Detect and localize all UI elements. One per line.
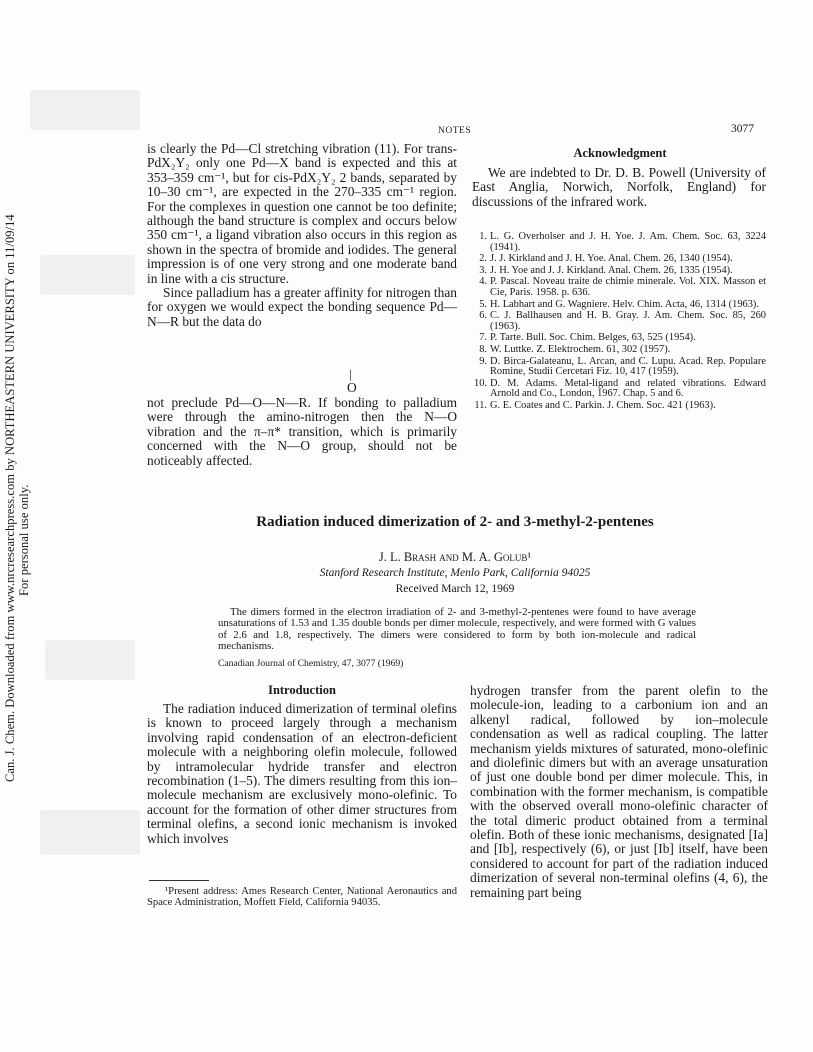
footnote-rule [149,880,209,881]
article-title: Radiation induced dimerization of 2- and 3-methyl-2-pentenes [256,514,654,530]
reference-text: H. Labhart and G. Wagniere. Helv. Chim. Acta, 46, 1314 (1963). [490,298,759,310]
structure-bond-bar: | [349,366,352,381]
body-paragraph: is clearly the Pd—Cl stretching vibration (11). For trans-PdX₂Y₂ only one Pd—X band is expected and this at 353–359 cm⁻¹, but for cis-PdX₂Y₂ 2 bands, separated by 10–30 cm⁻¹, are expected in the 270–335 cm⁻¹ region. For the complexes in question one cannot be too definite; although the band structure is complex and occurs below 350 cm⁻¹, a ligand vibration also occurs in this region as shown in the spectra of bromide and iodides. The general impression is of one very strong and one moderate band in line with a cis structure. [147,141,457,286]
scan-smudge [40,255,135,295]
page-number: 3077 [731,123,754,135]
left-column-upper [147,142,457,329]
article-authors: J. L. Brash and M. A. Golub¹ [378,550,532,564]
acknowledgment-heading: Acknowledgment [573,146,667,160]
footnote: ¹Present address: Ames Research Center, National Aeronautics and Space Administration, Moffett Field, California 94035. [147,886,457,909]
reference-item [470,300,766,311]
body-paragraph: Since palladium has a greater affinity for nitrogen than for oxygen we would expect the bonding sequence Pd—N—R but the data do [147,285,457,329]
scan-smudge [30,90,140,130]
article-citation: Canadian Journal of Chemistry, 47, 3077 (1969) [218,658,404,669]
reference-number: 4. [479,276,487,288]
reference-list [470,232,766,413]
reference-item [470,311,766,332]
reference-number: 9. [479,355,487,367]
scan-smudge [45,640,135,680]
reference-item [470,333,766,344]
reference-item [470,401,766,412]
watermark-line-1: Can. J. Chem. Downloaded from www.nrcresearchpress.com by NORTHEASTERN UNIVERSITY on 11/09/14 [3,214,17,782]
reference-number: 7. [479,332,487,344]
reference-text: P. Tarte. Bull. Soc. Chim. Belges, 63, 525 (1954). [490,332,696,344]
reference-number: 1. [479,231,487,242]
introduction-right: hydrogen transfer from the parent olefin to the molecule-ion, leading to a carbonium ion and an alkenyl radical, followed by ion–molecule condensation as well as radical coupling. The latter mechanism yields mixtures of saturated, mono-olefinic and diolefinic dimers but with an average unsaturation of just one double bond per dimer molecule. This, in combination with the former mechanism, is compatible with the observed overall mono-olefinic character of the total dimeric product obtained from a terminal olefin. Both of these ionic mechanisms, designated [Ia] and [Ib], respectively (6), or just [Ib] itself, have been considered to account for part of the radiation induced dimerization of several non-terminal olefins (4, 6), the remaining part being [470,683,768,900]
reference-item [470,357,766,378]
body-paragraph: not preclude Pd—O—N—R. If bonding to palladium were through the amino-nitrogen then the N—O vibration and the π–π* transition, which is primarily concerned with the N—O group, should not be noticeably affected. [147,395,457,468]
watermark-line-2: For personal use only. [17,484,31,596]
left-column-lower [147,396,457,468]
reference-number: 5. [479,298,487,310]
introduction-heading: Introduction [268,683,336,697]
reference-item [470,345,766,356]
reference-number: 6. [479,310,487,322]
scan-smudge [40,810,140,855]
reference-text: W. Luttke. Z. Elektrochem. 61, 302 (1957). [490,343,671,355]
reference-number: 8. [479,343,487,355]
article-affiliation: Stanford Research Institute, Menlo Park, California 94025 [319,567,591,579]
reference-text: D. Birca-Galateanu, L. Arcan, and C. Lupu. Acad. Rep. Populare Romine, Studii Cercetari Fiz. 10, 417 (1959). [490,355,766,378]
reference-number: 11. [474,399,487,411]
running-title: NOTES [438,126,472,136]
structure-oxygen-atom: O [347,380,357,395]
reference-number: 3. [479,264,487,276]
reference-text: G. E. Coates and C. Parkin. J. Chem. Soc. 421 (1963). [490,399,716,411]
reference-item [470,266,766,277]
reference-item [470,379,766,400]
introduction-left: The radiation induced dimerization of terminal olefins is known to proceed largely through a mechanism involving rapid condensation of an electron-deficient molecule with a neighboring olefin molecule, followed by intramolecular hydride transfer and electron recombination (1–5). The dimers resulting from this ion–molecule mechanism are exclusively mono-olefinic. To account for the formation of other dimer structures from terminal olefins, a second ionic mechanism is invoked which involves [147,701,457,846]
reference-text: C. J. Ballhausen and H. B. Gray. J. Am. Chem. Soc. 85, 260 (1963). [490,310,766,332]
reference-text: D. M. Adams. Metal-ligand and related vibrations. Edward Arnold and Co., London, 1967. Chap. 5 and 6. [490,377,766,400]
reference-item [470,232,766,253]
reference-text: P. Pascal. Noveau traite de chimie minerale. Vol. XIX. Masson et Cie, Paris. 1958. p. 636. [490,276,766,298]
article-abstract: The dimers formed in the electron irradiation of 2- and 3-methyl-2-pentenes were found to have average unsaturations of 1.53 and 1.35 double bonds per dimer molecule, respectively, and were formed with G values of 2.6 and 1.8, respectively. The dimers were considered to form by both ion-molecule and radical mechanisms. [218,606,696,652]
acknowledgment-text: We are indebted to Dr. D. B. Powell (University of East Anglia, Norwich, Norfolk, England) for discussions of the infrared work. [472,165,766,209]
download-watermark [0,10,31,782]
reference-number: 2. [479,253,487,265]
reference-text: J. J. Kirkland and J. H. Yoe. Anal. Chem. 26, 1340 (1954). [490,253,733,265]
reference-number: 10. [474,377,487,389]
reference-item [470,277,766,298]
reference-text: L. G. Overholser and J. H. Yoe. J. Am. Chem. Soc. 63, 3224 (1941). [490,231,766,253]
article-received: Received March 12, 1969 [395,583,515,595]
reference-text: J. H. Yoe and J. J. Kirkland. Anal. Chem. 26, 1335 (1954). [490,264,733,276]
reference-item [470,254,766,265]
